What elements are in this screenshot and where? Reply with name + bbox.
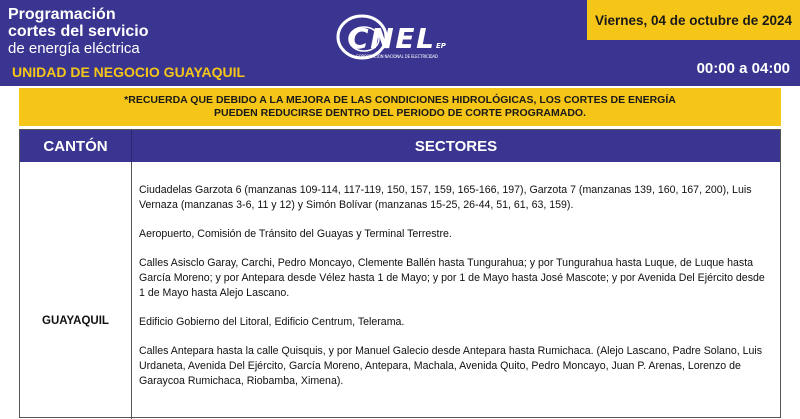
sector-list bbox=[139, 183, 771, 403]
business-unit-label: UNIDAD DE NEGOCIO GUAYAQUIL bbox=[12, 64, 246, 80]
canton-name: GUAYAQUIL bbox=[42, 315, 109, 327]
header-banner bbox=[0, 0, 800, 86]
logo-text: CNEL bbox=[348, 22, 434, 55]
column-header-sectores: SECTORES bbox=[414, 137, 498, 155]
time-range: 00:00 a 04:00 bbox=[696, 60, 790, 77]
title-line-1: Programación bbox=[8, 6, 116, 23]
title-line-3: de energía eléctrica bbox=[8, 40, 140, 57]
notice-line-1: *RECUERDA QUE DEBIDO A LA MEJORA DE LAS CONDICIONES HIDROLÓGICAS, LOS CORTES DE ENERGÍA bbox=[124, 94, 676, 106]
sector-item: Aeropuerto, Comisión de Tránsito del Guayas y Terminal Terrestre. bbox=[139, 228, 452, 240]
cnel-logo bbox=[336, 8, 456, 66]
logo-suffix: EP bbox=[436, 42, 446, 50]
sector-item: Edificio Gobierno del Litoral, Edificio Centrum, Telerama. bbox=[139, 316, 405, 328]
notice-banner bbox=[19, 88, 781, 126]
sector-item: Calles Asisclo Garay, Carchi, Pedro Moncayo, Clemente Ballén hasta Tungurahua; y por Tungurahua hasta Luque, de Luque hasta García Moreno; y por Antepara desde Vélez hasta 1 de Mayo; y por 1 de Mayo hasta José Mascote; y por Avenida Del Ejército desde 1 de Mayo hasta Alejo Lascano. bbox=[139, 257, 765, 299]
page-title bbox=[8, 6, 149, 57]
date-badge: Viernes, 04 de octubre de 2024 bbox=[587, 0, 800, 40]
table-header bbox=[20, 130, 780, 162]
sector-item: Calles Antepara hasta la calle Quisquis, y por Manuel Galecio desde Antepara hasta Rumichaca. (Alejo Lascano, Padre Solano, Luis Urdaneta, Avenida Del Ejército, García Moreno, Antepara, Machala, Avenida Quito, Pedro Moncayo, Juan P. Arenas, Lorenzo de Garaycoa Rumichaca, Riobamba, Ximena). bbox=[139, 345, 763, 387]
column-divider bbox=[131, 162, 132, 419]
title-line-2: cortes del servicio bbox=[8, 23, 149, 40]
sector-item: Ciudadelas Garzota 6 (manzanas 109-114, 117-119, 150, 157, 159, 165-166, 197), Garzota 7 (manzanas 139, 160, 167, 200), Luis Vernaza (manzanas 3-6, 11 y 12) y Simón Bolívar (manzanas 15-25, 26-44, 51, 61, 63, 159). bbox=[139, 184, 752, 211]
outage-table bbox=[19, 129, 781, 418]
logo-subtitle: CORPORACIÓN NACIONAL DE ELECTRICIDAD bbox=[356, 54, 438, 59]
column-header-canton: CANTÓN bbox=[20, 130, 132, 162]
notice-line-2: PUEDEN REDUCIRSE DENTRO DEL PERIODO DE CORTE PROGRAMADO. bbox=[213, 107, 586, 119]
